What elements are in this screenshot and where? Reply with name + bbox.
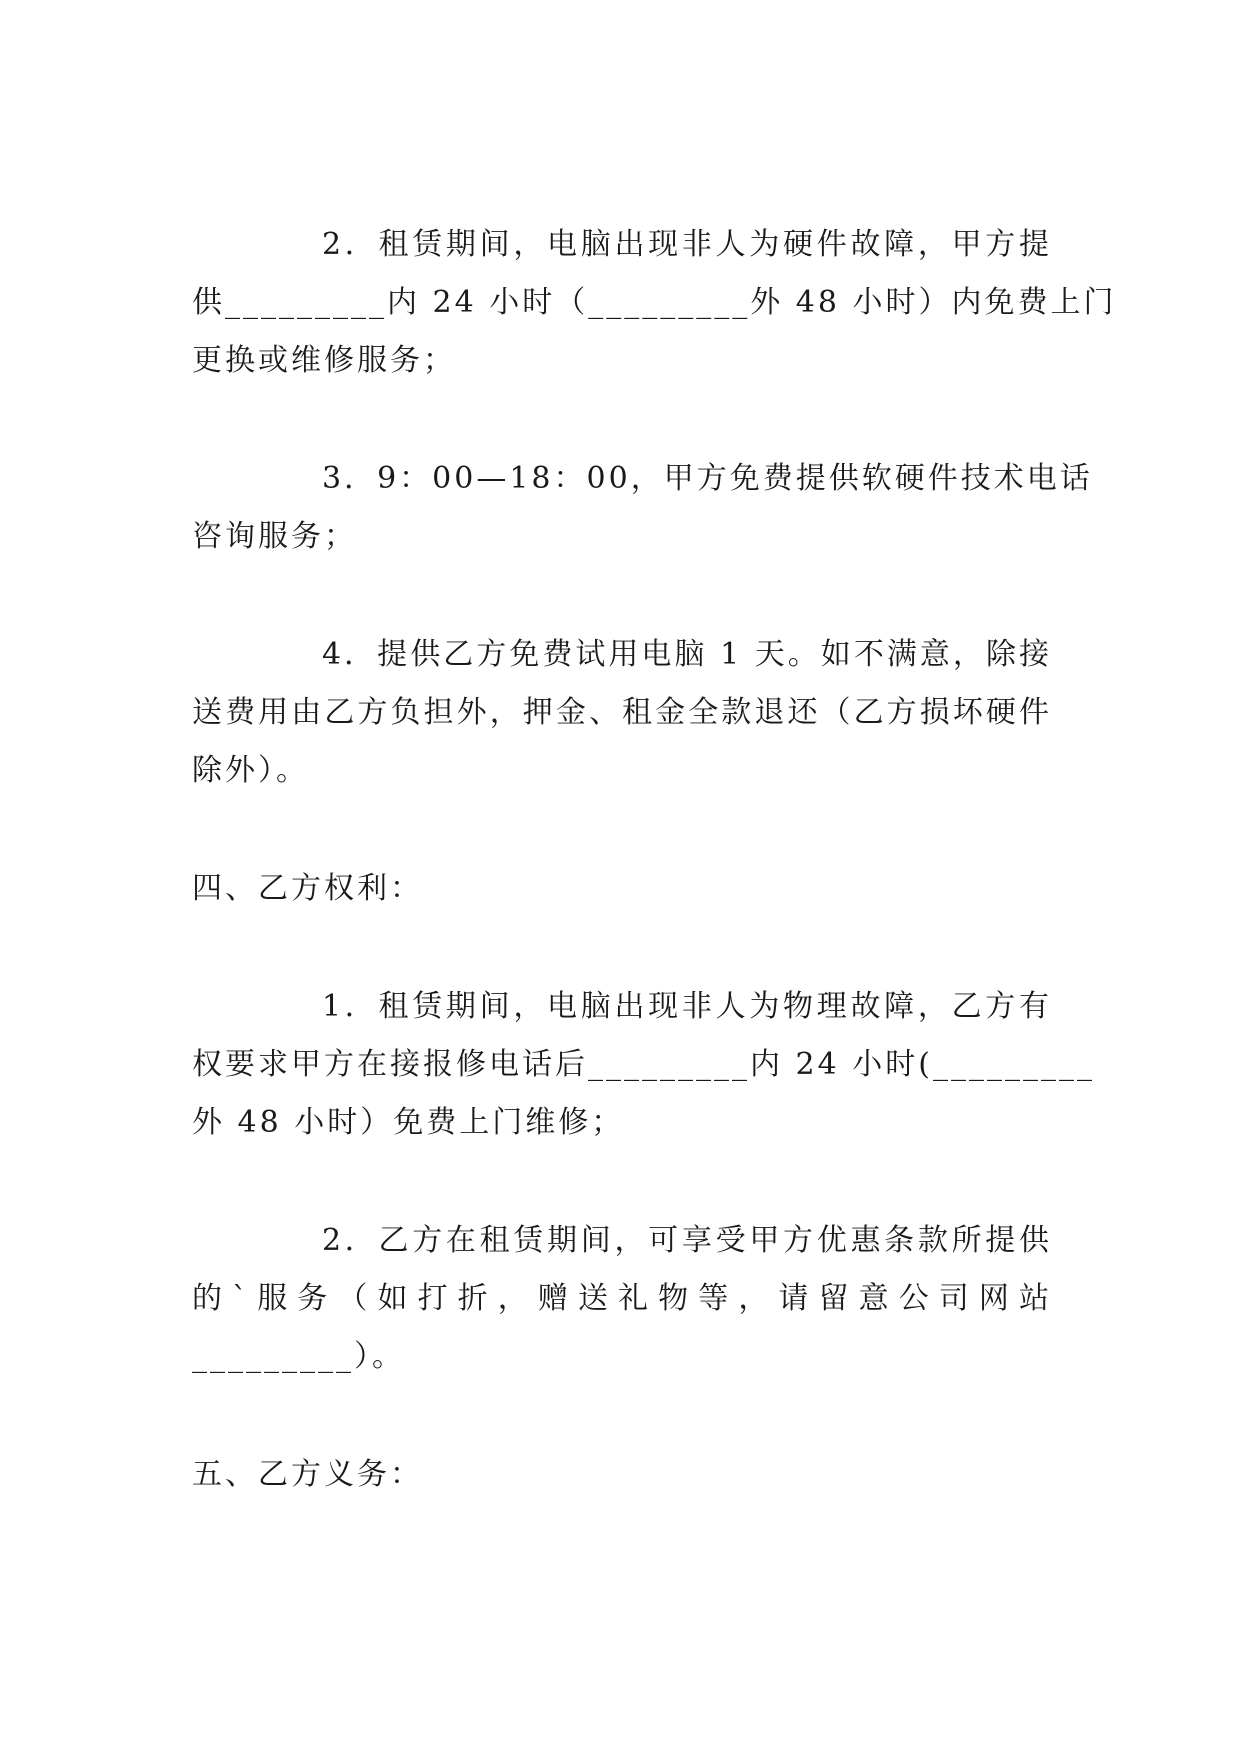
clause-4-2-line-1: 2．乙方在租赁期间，可享受甲方优惠条款所提供 xyxy=(322,1223,1052,1258)
clause-3-3-line-1: 3．9：00—18：00，甲方免费提供软硬件技术电话 xyxy=(322,461,1093,496)
clause-4-2-line-2: 的`服务（如打折，赠送礼物等，请留意公司网站 xyxy=(192,1281,1052,1316)
clause-3-3-line-2: 咨询服务； xyxy=(192,519,357,554)
clause-4-1-line-1: 1．租赁期间，电脑出现非人为物理故障，乙方有 xyxy=(322,989,1052,1024)
clause-4-2-line-3: _________）。 xyxy=(192,1339,405,1374)
clause-3-4-line-3: 除外）。 xyxy=(192,753,309,788)
clause-3-2-line-3: 更换或维修服务； xyxy=(192,343,456,378)
section-heading-5: 五、乙方义务： xyxy=(192,1457,423,1492)
clause-3-4-line-2: 送费用由乙方负担外，押金、租金全款退还（乙方损坏硬件 xyxy=(192,695,1052,730)
section-heading-4: 四、乙方权利： xyxy=(192,871,423,906)
clause-3-2-line-2: 供_________内 24 小时（_________外 48 小时）内免费上门 xyxy=(192,285,1117,320)
clause-4-1-line-2: 权要求甲方在接报修电话后_________内 24 小时(_________ xyxy=(192,1047,1095,1082)
clause-4-1-line-3: 外 48 小时）免费上门维修； xyxy=(192,1105,625,1140)
clause-3-2-line-1: 2．租赁期间，电脑出现非人为硬件故障，甲方提 xyxy=(322,227,1052,262)
clause-3-4-line-1: 4．提供乙方免费试用电脑 1 天。如不满意，除接 xyxy=(322,637,1052,672)
